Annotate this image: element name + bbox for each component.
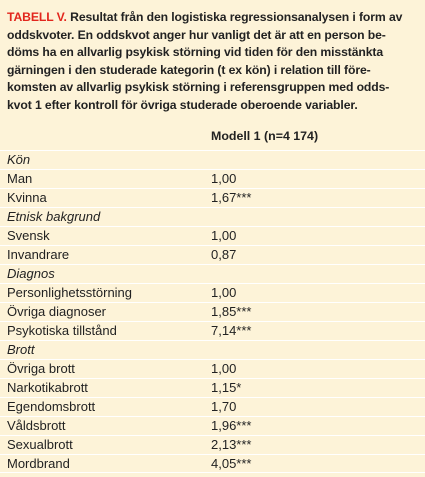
row-label: Personlighetsstörning	[7, 285, 133, 300]
row-label: Invandrare	[7, 247, 70, 262]
table-row	[0, 454, 425, 473]
caption-line-5: komsten av allvarlig psykisk störning i referensgruppen med odds-	[7, 80, 390, 95]
column-header: Modell 1 (n=4 174)	[211, 129, 319, 143]
table-row	[0, 245, 425, 264]
row-label: Egendomsbrott	[7, 399, 96, 414]
caption-line-4: gärningen i den studerade kategorin (t ex kön) i relation till före-	[7, 62, 371, 77]
row-label: Svensk	[7, 228, 50, 243]
group-header-etnisk-bakgrund	[0, 207, 425, 226]
row-value: 1,00	[211, 361, 237, 376]
row-label: Sexualbrott	[7, 437, 73, 452]
table-row	[0, 378, 425, 397]
group-header-brott	[0, 340, 425, 359]
row-label: Diagnos	[7, 266, 55, 281]
row-label: Kvinna	[7, 190, 47, 205]
row-value: 1,96***	[211, 418, 252, 433]
table-row	[0, 435, 425, 454]
table-row	[0, 397, 425, 416]
row-label: Brott	[7, 342, 35, 357]
row-label: Mordbrand	[7, 456, 70, 471]
caption-line-3: döms ha en allvarlig psykisk störning vid tiden för den misstänkta	[7, 45, 384, 60]
row-value: 2,13***	[211, 437, 252, 452]
row-value: 1,67***	[211, 190, 252, 205]
table-row	[0, 302, 425, 321]
row-value: 1,15*	[211, 380, 242, 395]
table-row	[0, 169, 425, 188]
table-label: TABELL V.	[7, 10, 67, 24]
table-row	[0, 416, 425, 435]
caption-line-6: kvot 1 efter kontroll för övriga studerade oberoende variabler.	[7, 97, 358, 112]
table-body	[0, 150, 425, 473]
row-value: 1,70	[211, 399, 237, 414]
row-value: 1,85***	[211, 304, 252, 319]
table-row	[0, 283, 425, 302]
row-label: Våldsbrott	[7, 418, 66, 433]
row-label: Etnisk bakgrund	[7, 209, 101, 224]
row-value: 4,05***	[211, 456, 252, 471]
row-value: 1,00	[211, 171, 237, 186]
table-row	[0, 359, 425, 378]
table-row	[0, 226, 425, 245]
row-value: 7,14***	[211, 323, 252, 338]
caption-line-1: Resultat från den logistiska regressionsanalysen i form av	[66, 10, 403, 24]
row-label: Psykotiska tillstånd	[7, 323, 117, 338]
row-value: 0,87	[211, 247, 237, 262]
row-label: Man	[7, 171, 33, 186]
row-label: Kön	[7, 152, 31, 167]
table-row	[0, 321, 425, 340]
table-caption	[0, 0, 425, 115]
row-value: 1,00	[211, 228, 237, 243]
table-row	[0, 188, 425, 207]
row-label: Övriga diagnoser	[7, 304, 106, 319]
row-label: Narkotikabrott	[7, 380, 88, 395]
group-header-diagnos	[0, 264, 425, 283]
group-header-kon	[0, 150, 425, 169]
row-label: Övriga brott	[7, 361, 75, 376]
caption-line-2: oddskvoter. En oddskvot anger hur vanligt det är att en person be-	[7, 27, 386, 42]
row-value: 1,00	[211, 285, 237, 300]
